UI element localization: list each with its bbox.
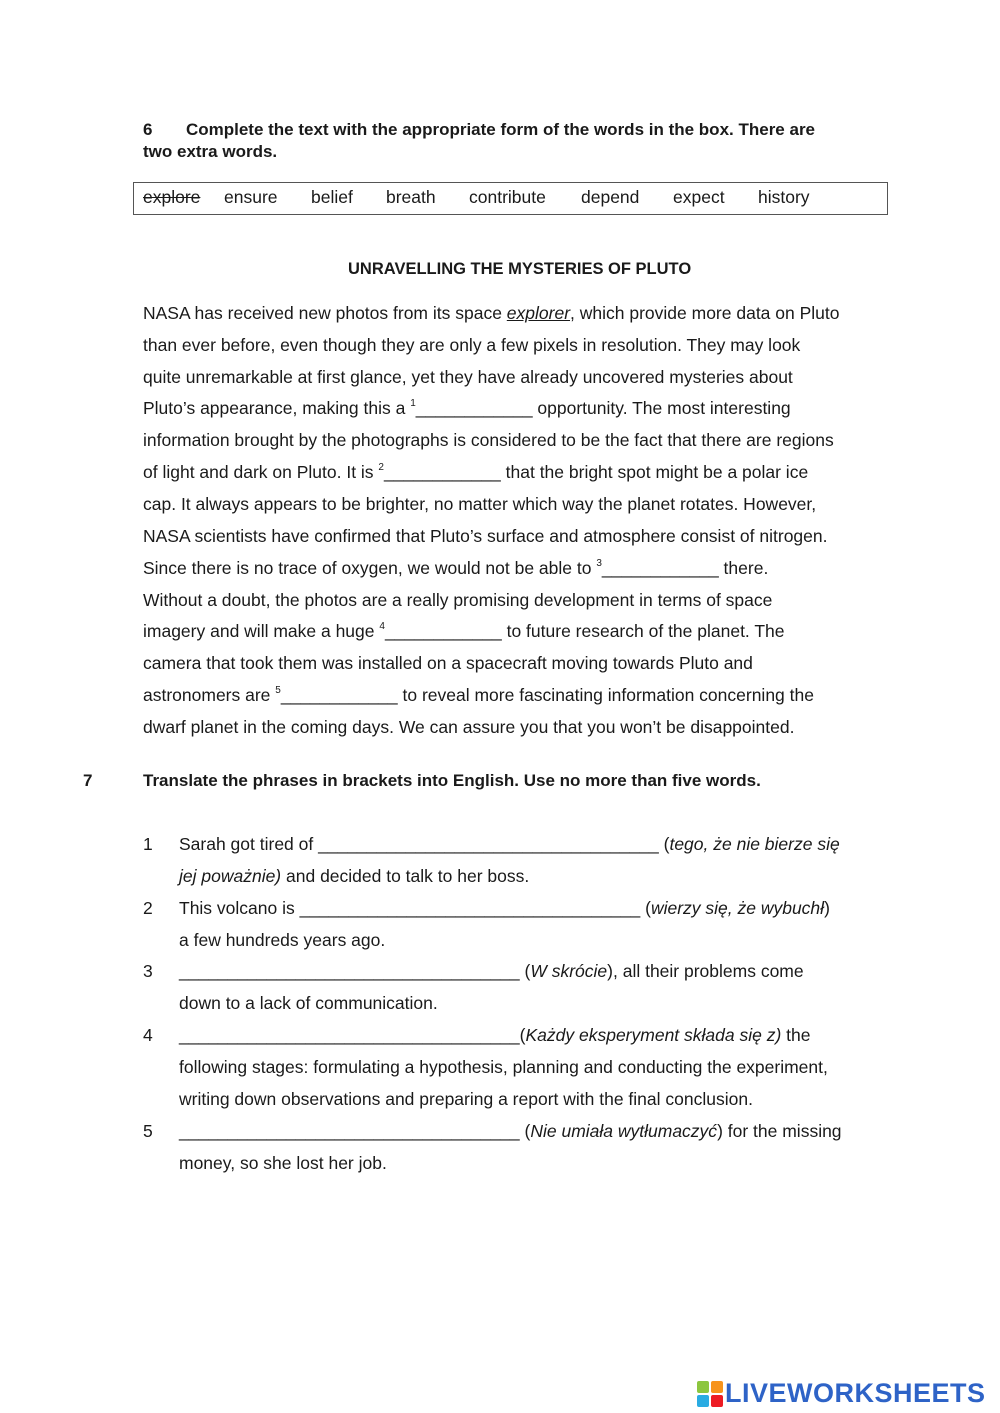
- item-number: 3: [143, 961, 153, 981]
- gap-number: 2: [378, 462, 384, 473]
- item-line: down to a lack of communication.: [179, 993, 438, 1013]
- article-line: information brought by the photographs is considered to be the fact that there are regions: [143, 430, 834, 450]
- text-span: ): [824, 898, 830, 918]
- word-box-item: belief: [311, 187, 353, 207]
- word-box-item: breath: [386, 187, 436, 207]
- item-number: 2: [143, 898, 153, 918]
- item-line: following stages: formulating a hypothesis, planning and conducting the experiment,: [179, 1057, 828, 1077]
- answer-gap-1[interactable]: ____________ opportunity. The most interesting: [415, 398, 791, 418]
- exercise7-instruction: Translate the phrases in brackets into English. Use no more than five words.: [143, 771, 761, 790]
- item-number: 1: [143, 834, 153, 854]
- article-title: UNRAVELLING THE MYSTERIES OF PLUTO: [348, 260, 692, 278]
- text-span: NASA has received new photos from its space: [143, 303, 507, 323]
- example-answer: explorer: [506, 303, 571, 323]
- logo-text: LIVEWORKSHEETS: [725, 1378, 986, 1408]
- article-line: [143, 621, 785, 642]
- polish-phrase: Nie umiała wytłumaczyć: [530, 1121, 718, 1141]
- exercise7-number: 7: [83, 771, 93, 790]
- item-number: 4: [143, 1025, 153, 1045]
- answer-gap-2[interactable]: ____________ that the bright spot might be a polar ice: [383, 462, 809, 482]
- text-span: and decided to talk to her boss.: [281, 866, 530, 886]
- word-box: [133, 182, 888, 215]
- gap-number: 3: [596, 558, 602, 569]
- text-span: Pluto’s appearance, making this a: [143, 398, 411, 418]
- polish-phrase: Każdy eksperyment składa się z): [525, 1025, 782, 1045]
- article-line: [143, 685, 814, 706]
- polish-phrase: W skrócie: [530, 961, 608, 981]
- text-span: of light and dark on Pluto. It is: [143, 462, 379, 482]
- exercise6-number: 6: [143, 120, 153, 139]
- liveworksheets-logo[interactable]: [697, 1378, 986, 1409]
- text-span: ) for the missing: [717, 1121, 842, 1141]
- article-line: [143, 303, 840, 324]
- gap-number: 4: [379, 621, 385, 632]
- item-line: money, so she lost her job.: [179, 1153, 387, 1173]
- liveworksheets-logo-icon: [697, 1381, 723, 1407]
- word-box-item: history: [758, 187, 810, 207]
- exercise6-heading: [143, 119, 815, 141]
- word-box-item: contribute: [469, 187, 546, 207]
- article-line: dwarf planet in the coming days. We can assure you that you won’t be disappointed.: [143, 717, 795, 737]
- word-box-item: expect: [673, 187, 725, 207]
- text-span: the: [781, 1025, 811, 1045]
- answer-gap-5[interactable]: ____________ to reveal more fascinating information concerning the: [280, 685, 814, 705]
- article-line: cap. It always appears to be brighter, no matter which way the planet rotates. However,: [143, 494, 817, 514]
- item-number: 5: [143, 1121, 153, 1141]
- article-line: NASA scientists have confirmed that Pluto’s surface and atmosphere consist of nitrogen.: [143, 526, 828, 546]
- article-line: [143, 398, 791, 419]
- article-line: Without a doubt, the photos are a really promising development in terms of space: [143, 590, 773, 610]
- polish-phrase: wierzy się, że wybuchł: [650, 898, 825, 918]
- polish-phrase: jej poważnie): [179, 866, 282, 886]
- item-line: [179, 866, 529, 887]
- article-line: quite unremarkable at first glance, yet they have already uncovered mysteries about: [143, 367, 793, 387]
- translation-gap-3[interactable]: ___________________________________ (: [179, 961, 531, 981]
- translation-gap-1[interactable]: Sarah got tired of ___________________________________ (: [179, 834, 670, 854]
- article-line: than ever before, even though they are only a few pixels in resolution. They may look: [143, 335, 801, 355]
- item-line: [179, 1025, 811, 1046]
- answer-gap-3[interactable]: ____________ there.: [601, 558, 769, 578]
- item-line: [179, 1121, 842, 1142]
- polish-phrase: tego, że nie bierze się: [669, 834, 840, 854]
- gap-number: 1: [410, 398, 416, 409]
- answer-gap-4[interactable]: ____________ to future research of the planet. The: [384, 621, 785, 641]
- text-span: ), all their problems come: [607, 961, 804, 981]
- item-line: [179, 834, 840, 855]
- text-span: astronomers are: [143, 685, 276, 705]
- word-box-item: ensure: [224, 187, 278, 207]
- article-line: [143, 558, 768, 579]
- translation-gap-5[interactable]: ___________________________________ (: [179, 1121, 531, 1141]
- translation-gap-2[interactable]: This volcano is ___________________________________ (: [179, 898, 651, 918]
- text-span: imagery and will make a huge: [143, 621, 380, 641]
- word-box-item: explore: [143, 187, 201, 207]
- text-span: , which provide more data on Pluto: [570, 303, 840, 323]
- article-line: [143, 462, 808, 483]
- translation-gap-4[interactable]: ___________________________________(: [179, 1025, 526, 1045]
- word-box-item: depend: [581, 187, 640, 207]
- article-line: camera that took them was installed on a spacecraft moving towards Pluto and: [143, 653, 753, 673]
- item-line: [179, 898, 830, 919]
- gap-number: 5: [275, 685, 281, 696]
- exercise6-instruction-line2: two extra words.: [143, 142, 278, 161]
- exercise6-instruction-line1: Complete the text with the appropriate form of the words in the box. There are: [185, 120, 816, 139]
- item-line: [179, 961, 804, 982]
- item-line: a few hundreds years ago.: [179, 930, 386, 950]
- item-line: writing down observations and preparing a report with the final conclusion.: [179, 1089, 753, 1109]
- text-span: Since there is no trace of oxygen, we would not be able to: [143, 558, 597, 578]
